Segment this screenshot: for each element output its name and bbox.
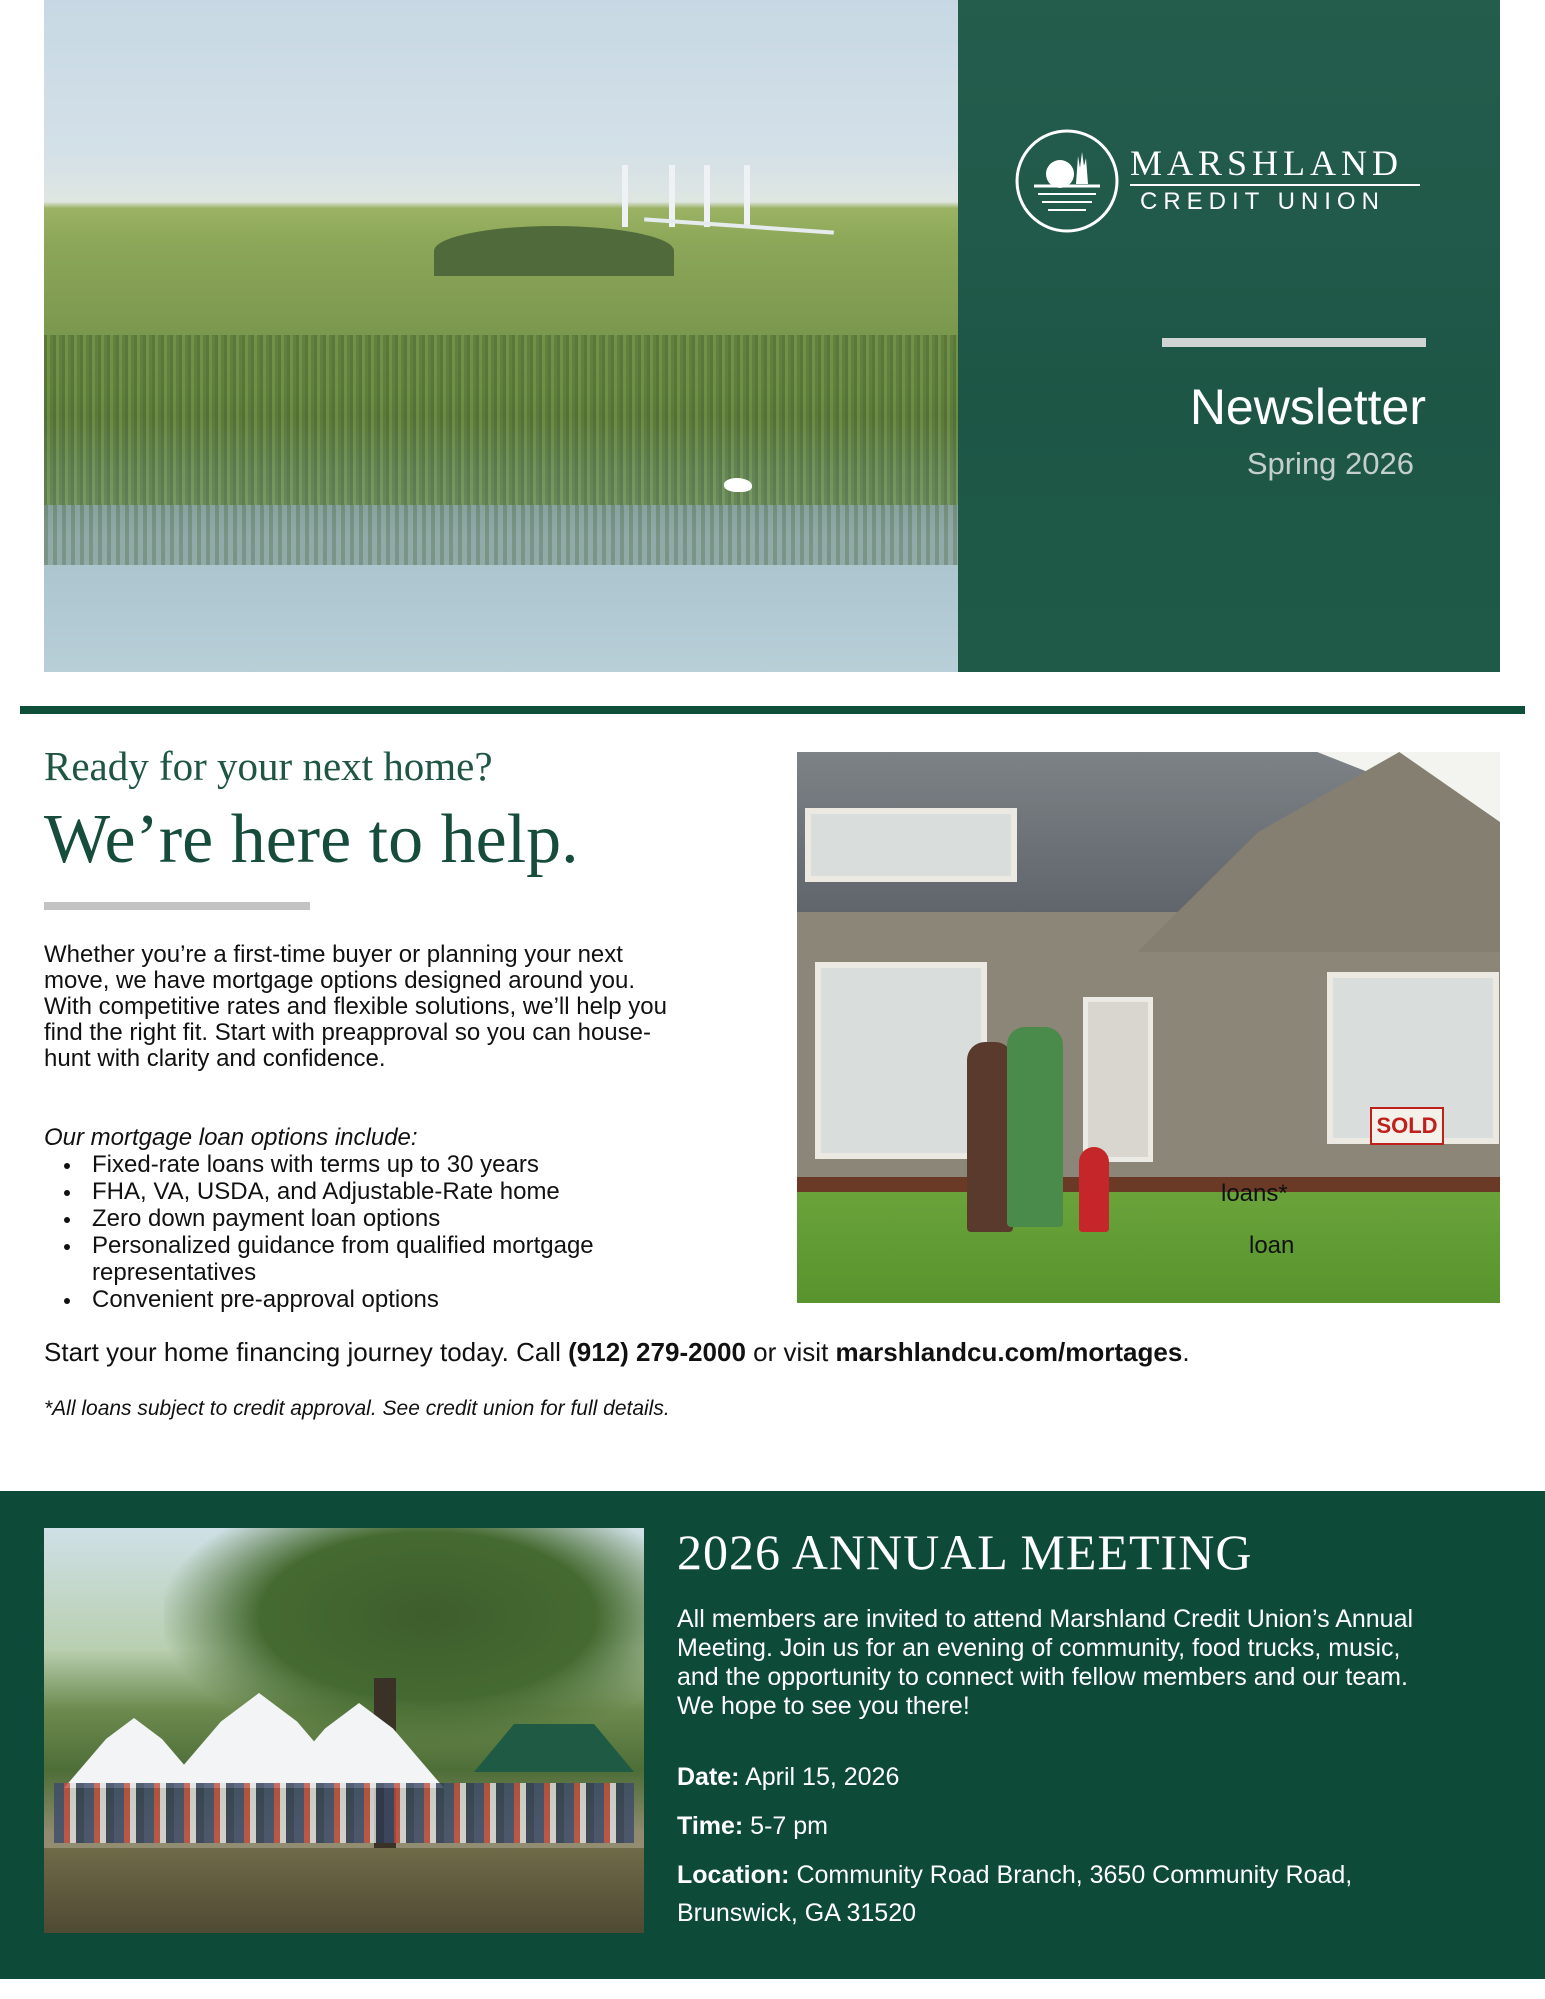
house-window [815, 962, 987, 1159]
house-photo [797, 752, 1500, 1303]
water-reflection [44, 505, 958, 565]
brand-name: MARSHLAND [1130, 143, 1404, 183]
date-label: Date: [677, 1763, 740, 1791]
hero-marsh-photo [44, 0, 958, 672]
list-item: FHA, VA, USDA, and Adjustable-Rate home [44, 1178, 694, 1205]
bridge-tower [704, 165, 710, 227]
list-item: Fixed-rate loans with terms up to 30 years [44, 1151, 694, 1178]
cta-suffix: . [1182, 1337, 1190, 1367]
annual-meeting-section [0, 1491, 1545, 1979]
mortgage-kicker: Ready for your next home? [44, 743, 493, 789]
cta-url-link[interactable]: marshlandcu.com/mortages [835, 1337, 1183, 1367]
bridge-tower [669, 165, 675, 227]
newsletter-title: Newsletter [1189, 379, 1426, 435]
panel-divider [1162, 338, 1426, 347]
person-child [1079, 1147, 1109, 1232]
event-crowd [54, 1783, 634, 1843]
mortgage-headline: We’re here to help. [44, 801, 579, 878]
location-value: Community Road Branch, 3650 Community Road, [789, 1861, 1353, 1889]
section-divider [20, 706, 1525, 714]
event-ground [44, 1848, 644, 1933]
egret-bird [724, 478, 752, 492]
brand-logo[interactable] [1014, 128, 1414, 234]
mortgage-list-intro: Our mortgage loan options include: [44, 1124, 418, 1151]
sold-sign: SOLD [1370, 1107, 1444, 1145]
meeting-location-line-2: Brunswick, GA 31520 [677, 1899, 917, 1927]
cta-middle: or visit [745, 1337, 836, 1367]
house-window [805, 808, 1017, 882]
time-value: 5-7 pm [743, 1812, 828, 1840]
bridge-tower [622, 165, 628, 227]
meeting-date [677, 1758, 899, 1796]
list-item: Personalized guidance from qualified mortgage representatives [44, 1232, 694, 1286]
mortgage-options-list [44, 1151, 694, 1313]
brand-subtitle: CREDIT UNION [1140, 188, 1385, 215]
mortgage-cta [44, 1337, 1190, 1368]
date-value: April 15, 2026 [739, 1763, 900, 1791]
list-item: Zero down payment loan options [44, 1205, 694, 1232]
meeting-time [677, 1807, 828, 1845]
meeting-location [677, 1856, 1352, 1894]
cta-prefix: Start your home financing journey today. Call [44, 1337, 569, 1367]
hero-panel [958, 0, 1500, 672]
brand-divider [1130, 184, 1420, 186]
photo-overlay-text: loans* [1221, 1180, 1288, 1207]
cta-phone-link[interactable]: (912) 279-2000 [568, 1337, 746, 1367]
house-door [1083, 997, 1153, 1162]
person-man [1007, 1027, 1063, 1227]
marsh-reeds [44, 335, 958, 505]
meeting-photo [44, 1528, 644, 1933]
list-item: Convenient pre-approval options [44, 1286, 694, 1313]
meeting-title: 2026 ANNUAL MEETING [677, 1524, 1253, 1580]
bridge-tower [744, 165, 750, 227]
meeting-body: All members are invited to attend Marshland Credit Union’s Annual Meeting. Join us for an evening of community, food trucks, music, and the opportunity to connect with fellow members and our team. We hope to see you there! [677, 1605, 1414, 1720]
hero-hill [434, 226, 674, 276]
time-label: Time: [677, 1812, 744, 1840]
lawn [797, 1192, 1500, 1303]
location-label: Location: [677, 1861, 790, 1889]
mortgage-disclaimer: *All loans subject to credit approval. See credit union for full details. [44, 1397, 670, 1420]
logo-seal-icon [1014, 128, 1120, 234]
newsletter-season: Spring 2026 [1246, 446, 1414, 481]
photo-overlay-text: loan [1249, 1232, 1295, 1259]
mortgage-rule [44, 902, 310, 910]
mortgage-body: Whether you’re a first-time buyer or planning your next move, we have mortgage options designed around you. With competitive rates and flexible solutions, we’ll help you find the right fit. Start with preapproval so you can house-hunt with clarity and confidence. [44, 941, 667, 1072]
